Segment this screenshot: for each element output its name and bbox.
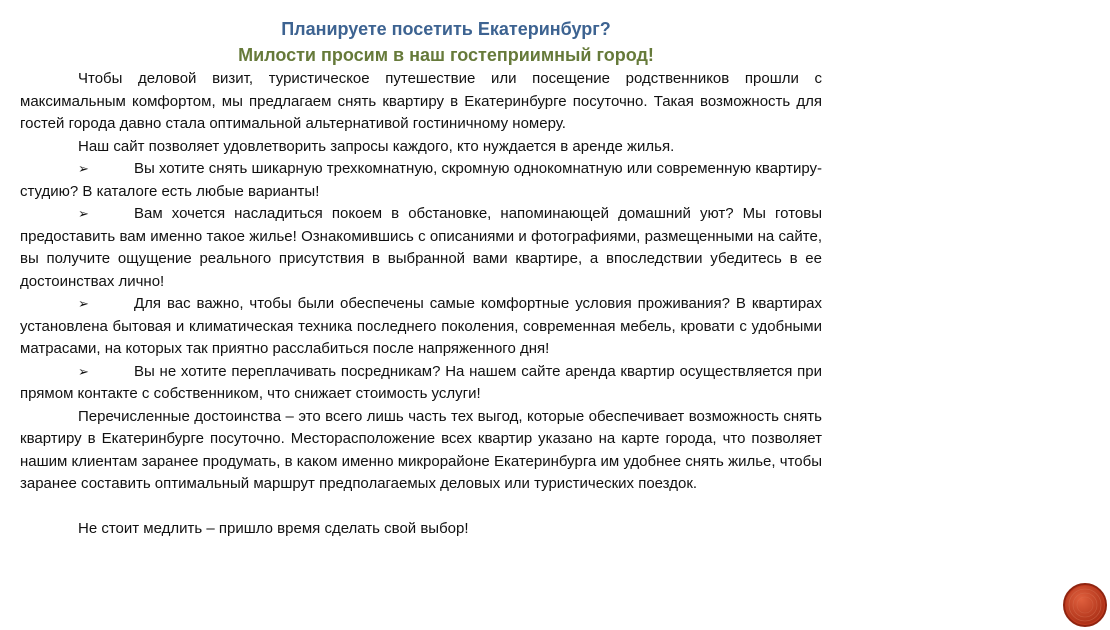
- bullet-item-3: [20, 293, 822, 361]
- summary-paragraph: Перечисленные достоинства – это всего лишь часть тех выгод, которые обеспечивает возможность снять квартиру в Екатеринбурге посуточно. Месторасположение всех квартир указано на карте города, что позволяет нашим клиентам заранее продумать, в каком именно микрорайоне Екатеринбурга им удобнее снять жилье, чтобы заранее составить оптимальный маршрут предполагаемых деловых или туристических поездок.: [20, 407, 822, 492]
- document-page: [20, 16, 822, 540]
- arrow-bullet-icon: ➢: [78, 206, 89, 221]
- arrow-bullet-icon: ➢: [78, 296, 89, 311]
- arrow-bullet-icon: ➢: [78, 161, 89, 176]
- bullet-item-1: [20, 158, 822, 203]
- closing-line: Не стоит медлить – пришло время сделать свой выбор!: [78, 519, 469, 537]
- slide-nav-button[interactable]: [1063, 583, 1107, 627]
- intro-paragraph-2: Наш сайт позволяет удовлетворить запросы каждого, кто нуждается в аренде жилья.: [78, 137, 675, 155]
- intro-paragraph-1: Чтобы деловой визит, туристическое путешествие или посещение родственников прошли с максимальным комфортом, мы предлагаем снять квартиру в Екатеринбурге посуточно. Такая возможность для гостей города давно стала оптимальной альтернативой гостиничному номеру.: [20, 70, 822, 132]
- bullet-item-2: [20, 203, 822, 293]
- arrow-bullet-icon: ➢: [78, 363, 89, 379]
- paragraph-spacer: [20, 496, 822, 518]
- slide-nav-circle-icon: [1065, 585, 1105, 625]
- bullet-text: Для вас важно, чтобы были обеспечены самые комфортные условия проживания? В квартирах установлена бытовая и климатическая техника последнего поколения, современная мебель, кровати с удобными матрасами, на которых так приятно расслабиться после напряженного дня!: [20, 295, 822, 357]
- bullet-text: Вам хочется насладиться покоем в обстановке, напоминающей домашний уют? Мы готовы предоставить вам именно такое жилье! Ознакомившись с описаниями и фотографиями, размещенными на сайте, вы получите ощущение реального присутствия в выбранной вами квартире, а впоследствии убедитесь в ее достоинствах лично!: [20, 205, 822, 290]
- page-subtitle: Милости просим в наш гостеприимный город!: [238, 45, 654, 65]
- bullet-text: Вы хотите снять шикарную трехкомнатную, скромную однокомнатную или современную квартиру-студию? В каталоге есть любые варианты!: [20, 160, 822, 200]
- bullet-text: Вы не хотите переплачивать посредникам? На нашем сайте аренда квартир осуществляется при прямом контакте с собственником, что снижает стоимость услуги!: [20, 362, 822, 402]
- page-title: Планируете посетить Екатеринбург?: [281, 19, 611, 39]
- bullet-item-4: [20, 361, 822, 406]
